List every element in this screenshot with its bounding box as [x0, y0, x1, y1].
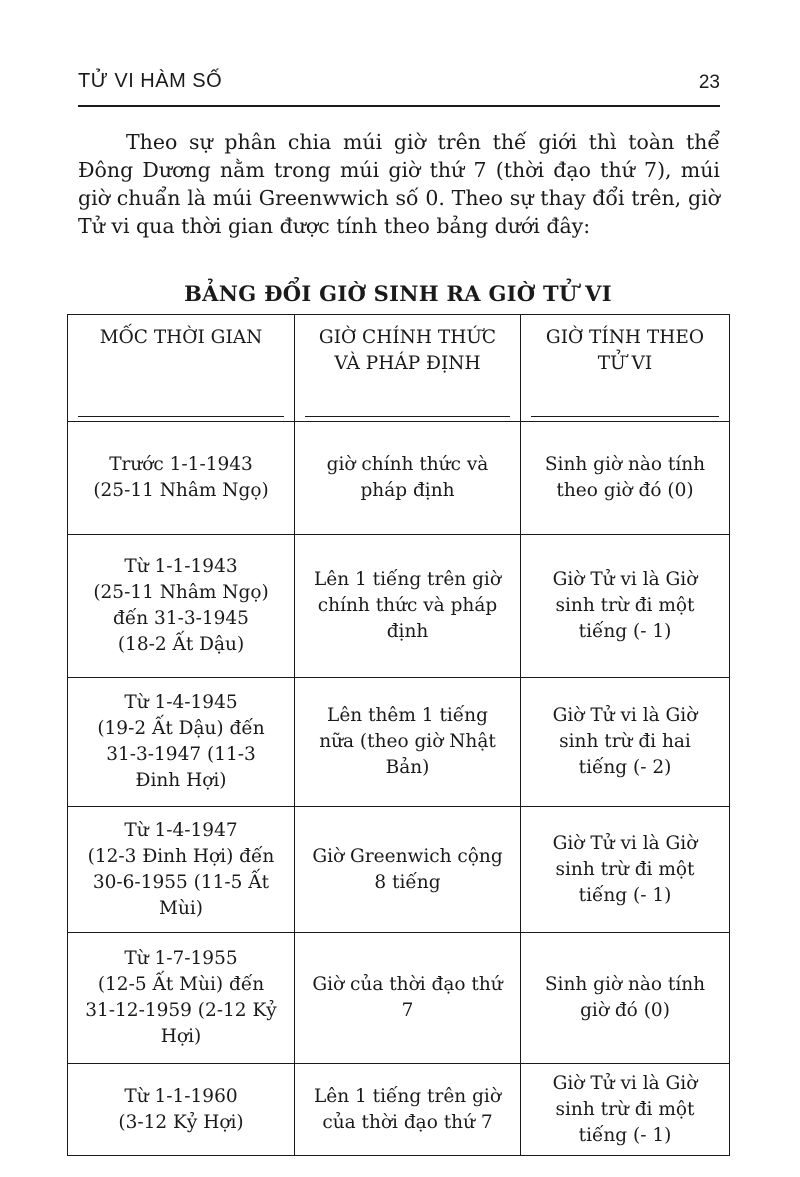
cell-tuvi: [521, 678, 730, 807]
header-tuvi: [521, 315, 730, 422]
header-underline: [531, 416, 719, 417]
header-divider: [78, 105, 720, 107]
header-official: [295, 315, 521, 422]
cell-line: Sinh giờ nào tính: [544, 974, 706, 995]
cell-line: tiếng (- 1): [578, 884, 672, 906]
cell-line: tiếng (- 2): [578, 757, 672, 778]
header-line: TỬ VI: [597, 353, 653, 374]
table-row: [68, 535, 730, 678]
cell-period: [68, 535, 295, 678]
cell-period: [68, 678, 295, 807]
cell-line: Giờ Tử vi là Giờ: [552, 705, 698, 726]
cell-line: 31-12-1959 (2-12 Kỷ: [85, 1000, 277, 1021]
table-row: [68, 933, 730, 1064]
cell-line: (18-2 Ất Dậu): [117, 634, 245, 655]
cell-line: Giờ của thời đạo thứ: [312, 974, 503, 995]
cell-line: Giờ Tử vi là Giờ: [552, 569, 698, 590]
cell-line: theo giờ đó (0): [556, 480, 694, 501]
cell-line: giờ chính thức và: [326, 454, 489, 475]
cell-line: tiếng (- 1): [578, 621, 672, 642]
table-title: BẢNG ĐỔI GIỜ SINH RA GIỜ TỬ VI: [184, 281, 612, 306]
cell-line: (12-3 Đinh Hợi) đến: [87, 845, 275, 867]
cell-line: (25-11 Nhâm Ngọ): [93, 582, 269, 603]
cell-official: [295, 535, 521, 678]
cell-line: Trước 1-1-1943: [109, 454, 253, 475]
page-number: 23: [698, 72, 720, 93]
header-underline: [305, 416, 510, 417]
cell-line: 31-3-1947 (11-3: [106, 744, 256, 765]
cell-line: sinh trừ đi một: [555, 858, 695, 880]
cell-line: Sinh giờ nào tính: [544, 454, 706, 475]
cell-line: tiếng (- 1): [578, 1124, 672, 1146]
cell-line: Lên thêm 1 tiếng: [327, 705, 488, 726]
cell-official: [295, 807, 521, 933]
table-row: [68, 1064, 730, 1156]
cell-line: (3-12 Kỷ Hợi): [118, 1111, 244, 1133]
cell-line: pháp định: [360, 480, 455, 501]
cell-line: Lên 1 tiếng trên giờ: [314, 569, 501, 590]
cell-line: sinh trừ đi một: [555, 1098, 695, 1120]
cell-tuvi: [521, 807, 730, 933]
cell-line: 8 tiếng: [374, 871, 441, 893]
cell-line: Giờ Tử vi là Giờ: [552, 1072, 698, 1094]
table-row: [68, 422, 730, 535]
cell-period: [68, 807, 295, 933]
cell-official: [295, 1064, 521, 1156]
cell-line: Bản): [385, 757, 430, 778]
cell-line: sinh trừ đi hai: [559, 731, 691, 752]
table-row: [68, 678, 730, 807]
cell-line: Giờ Greenwich cộng: [312, 845, 503, 867]
header-period: [68, 315, 295, 422]
header-line: GIỜ TÍNH THEO: [545, 327, 705, 348]
cell-line: Từ 1-4-1947: [124, 819, 238, 841]
cell-line: định: [386, 621, 429, 642]
cell-line: Giờ Tử vi là Giờ: [552, 832, 698, 854]
header-line: VÀ PHÁP ĐỊNH: [334, 353, 481, 374]
intro-paragraph: Theo sự phân chia múi giờ trên thế giới thì toàn thể Đông Dương nằm trong múi giờ thứ 7 (thời đạo thứ 7), múi giờ chuẩn là múi Greenwwich số 0. Theo sự thay đổi trên, giờ Tử vi qua thời gian được tính theo bảng dưới đây:: [78, 130, 720, 238]
cell-line: 30-6-1955 (11-5 Ất: [92, 871, 270, 893]
cell-tuvi: [521, 933, 730, 1064]
cell-line: Đinh Hợi): [135, 770, 227, 791]
cell-official: [295, 933, 521, 1064]
cell-official: [295, 678, 521, 807]
table-header-row: [68, 315, 730, 422]
cell-line: Từ 1-1-1943: [124, 556, 238, 577]
cell-line: đến 31-3-1945: [113, 608, 249, 629]
running-title: TỬ VI HÀM SỐ: [78, 70, 223, 92]
table-row: [68, 807, 730, 933]
cell-line: Mùi): [159, 897, 203, 919]
cell-line: Lên 1 tiếng trên giờ: [314, 1085, 501, 1107]
cell-line: 7: [401, 1000, 414, 1021]
cell-line: của thời đạo thứ 7: [322, 1111, 493, 1133]
cell-period: [68, 422, 295, 535]
cell-line: (19-2 Ất Dậu) đến: [97, 718, 265, 739]
cell-tuvi: [521, 535, 730, 678]
header-line: GIỜ CHÍNH THỨC: [318, 327, 497, 348]
cell-line: Từ 1-4-1945: [124, 692, 238, 713]
cell-line: Từ 1-1-1960: [124, 1085, 238, 1107]
cell-line: Hợi): [160, 1026, 202, 1047]
cell-line: (25-11 Nhâm Ngọ): [93, 480, 269, 501]
cell-official: [295, 422, 521, 535]
cell-line: (12-5 Ất Mùi) đến: [97, 974, 265, 995]
cell-tuvi: [521, 1064, 730, 1156]
cell-tuvi: [521, 422, 730, 535]
cell-line: nữa (theo giờ Nhật: [319, 731, 496, 752]
conversion-table: [67, 314, 730, 1156]
cell-period: [68, 933, 295, 1064]
header-underline: [78, 416, 284, 417]
cell-line: sinh trừ đi một: [555, 595, 695, 616]
page-header: [78, 70, 720, 110]
header-line: MỐC THỜI GIAN: [99, 327, 263, 348]
cell-line: Từ 1-7-1955: [124, 948, 238, 969]
cell-period: [68, 1064, 295, 1156]
cell-line: chính thức và pháp: [317, 595, 498, 616]
cell-line: giờ đó (0): [580, 1000, 670, 1021]
